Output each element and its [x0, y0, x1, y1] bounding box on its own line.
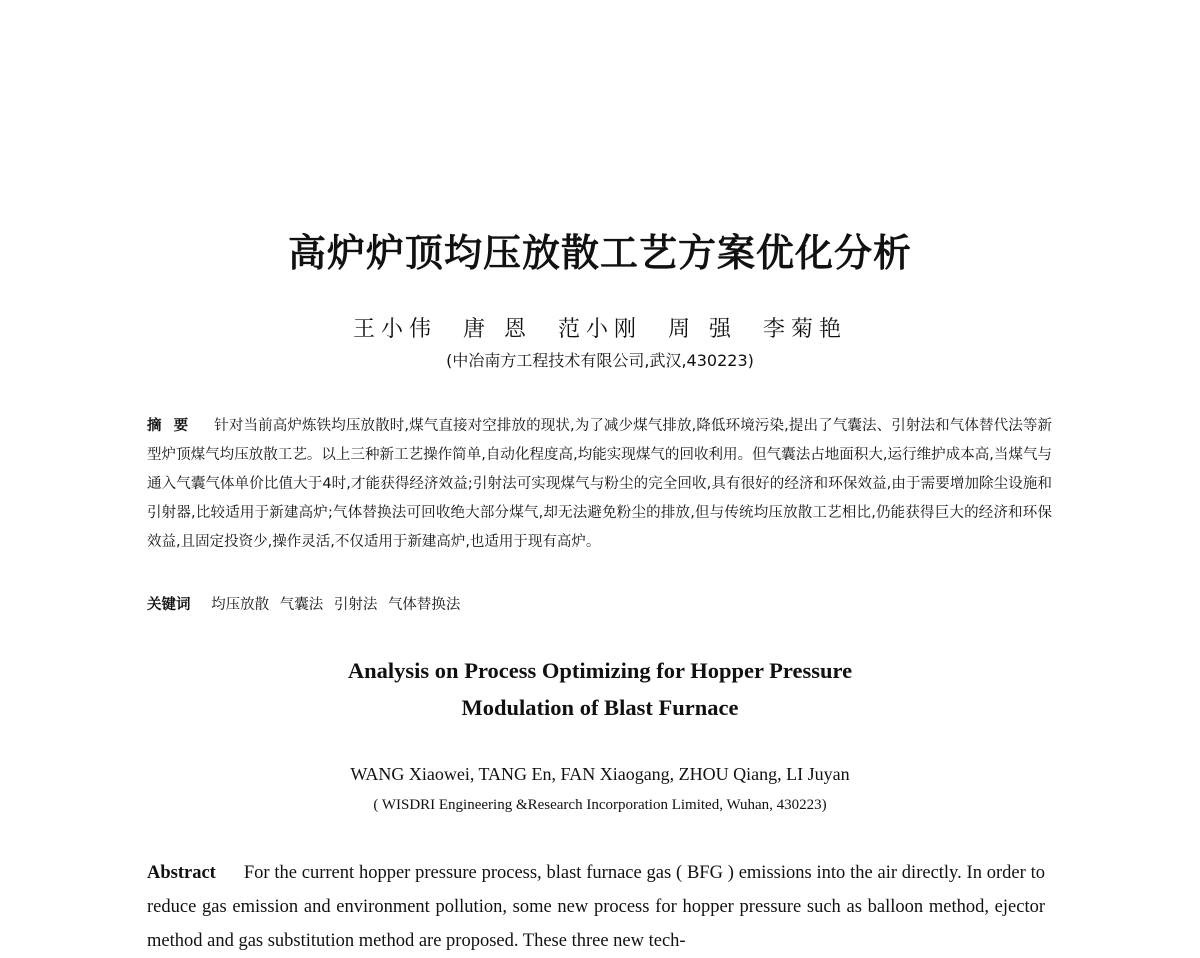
author-cn: 周 强	[668, 317, 737, 342]
author-list-cn	[0, 312, 1200, 343]
keywords-cn-label: 关键词	[147, 597, 191, 613]
affiliation-cn: (中冶南方工程技术有限公司,武汉,430223)	[446, 351, 754, 370]
keyword-cn: 气囊法	[279, 597, 324, 613]
author-list-en: WANG Xiaowei, TANG En, FAN Xiaogang, ZHOU Qiang, LI Juyan	[350, 764, 850, 784]
author-cn: 王小伟	[352, 317, 437, 342]
keyword-cn: 气体替换法	[387, 597, 461, 613]
keyword-cn: 均压放散	[211, 597, 270, 613]
abstract-cn-label: 摘要	[147, 418, 201, 434]
author-cn: 范小刚	[557, 317, 642, 342]
author-cn: 李菊艳	[763, 317, 848, 342]
author-cn: 唐 恩	[462, 317, 532, 342]
abstract-cn-text: 针对当前高炉炼铁均压放散时,煤气直接对空排放的现状,为了减少煤气排放,降低环境污染,提出了气囊法、引射法和气体替代法等新型炉顶煤气均压放散工艺。以上三种新工艺操作简单,自动化程度高,均能实现煤气的回收利用。但气囊法占地面积大,运行维护成本高,当煤气与通入气囊气体单价比值大于4时,才能获得经济效益;引射法可实现煤气与粉尘的完全回收,具有很好的经济和环保效益,由于需要增加除尘设施和引射器,比较适用于新建高炉;气体替换法可回收绝大部分煤气,却无法避免粉尘的排放,但与传统均压放散工艺相比,仍能获得巨大的经济和环保效益,且固定投资少,操作灵活,不仅适用于新建高炉,也适用于现有高炉。	[147, 418, 1052, 550]
abstract-en	[147, 856, 1045, 958]
abstract-cn	[147, 412, 1052, 557]
abstract-en-label: Abstract	[147, 863, 216, 883]
paper-title-en-line2: Modulation of Blast Furnace	[461, 695, 739, 720]
abstract-en-text: For the current hopper pressure process, blast furnace gas ( BFG ) emissions into the air directly. In order to reduce gas emission and environment pollution, some new process for hopper pressure such as balloon method, ejector method and gas substitution method are proposed. These three new tech-	[147, 863, 1045, 951]
affiliation-en: ( WISDRI Engineering &Research Incorporation Limited, Wuhan, 430223)	[373, 797, 827, 813]
keyword-cn: 引射法	[333, 597, 378, 613]
keywords-cn	[147, 593, 1052, 614]
paper-title-en	[0, 652, 1200, 726]
paper-title-en-line1: Analysis on Process Optimizing for Hopper Pressure	[347, 658, 853, 683]
paper-title-cn: 高炉炉顶均压放散工艺方案优化分析	[287, 231, 912, 275]
